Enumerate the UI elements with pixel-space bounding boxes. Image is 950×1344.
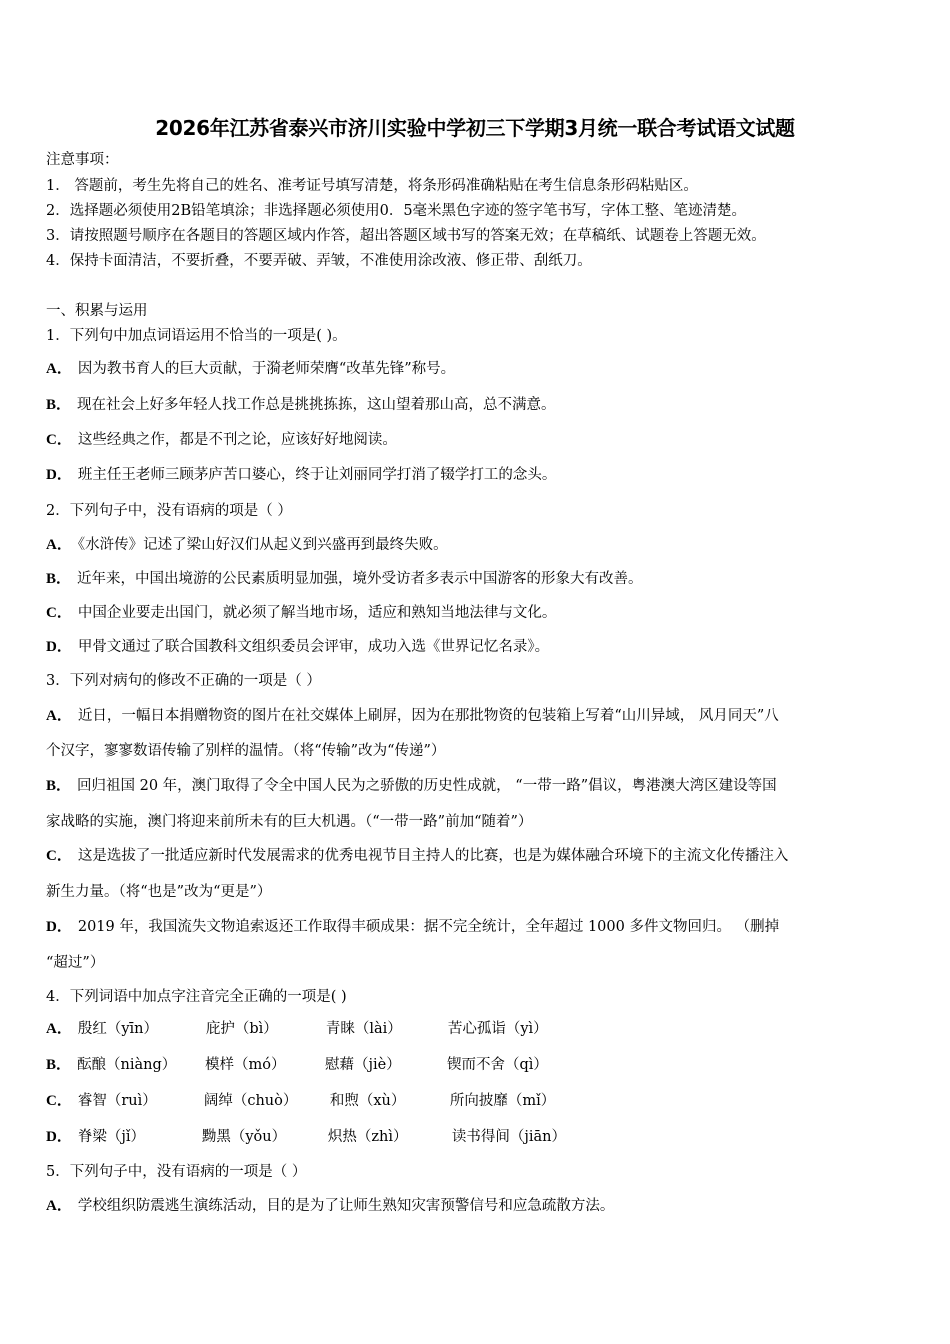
question-4-option-d: D． 脊梁（jǐ） 黝黑（yǒu） 炽热（zhì） 读书得间（jiān） — [46, 1129, 566, 1145]
notice-item: 3．请按照题号顺序在各题目的答题区域内作答，超出答题区域书写的答案无效；在草稿纸、试题卷上答题无效。 — [46, 228, 766, 244]
question-1-option-b: B． 现在社会上好多年轻人找工作总是挑挑拣拣，这山望着那山高，总不满意。 — [46, 397, 556, 413]
question-1-option-c: C． 这些经典之作，都是不刊之论，应该好好地阅读。 — [46, 432, 397, 448]
question-4-option-c: C． 睿智（ruì） 阔绰（chuò） 和煦（xù） 所向披靡（mǐ） — [46, 1093, 556, 1109]
question-3-option-a-cont: 个汉字，寥寥数语传输了别样的温情。（将“传输”改为“传递”） — [46, 743, 446, 759]
question-3-stem: 3．下列对病句的修改不正确的一项是（ ） — [46, 673, 321, 689]
question-1-option-d: D． 班主任王老师三顾茅庐苦口婆心，终于让刘丽同学打消了辍学打工的念头。 — [46, 467, 557, 483]
notice-heading: 注意事项： — [46, 152, 119, 168]
question-3-option-d: D． 2019 年，我国流失文物追索返还工作取得丰硕成果：据不完全统计，全年超过 1000 多件文物回归。 （删掉 — [46, 919, 780, 935]
question-4-option-a: A． 殷红（yīn） 庇护（bì） 青睐（lài） 苦心孤诣（yì） — [46, 1021, 548, 1037]
question-2-option-b: B． 近年来，中国出境游的公民素质明显加强，境外受访者多表示中国游客的形象大有改善。 — [46, 571, 643, 587]
question-3-option-c-cont: 新生力量。（将“也是”改为“更是”） — [46, 884, 272, 900]
page-title: 2026年江苏省泰兴市济川实验中学初三下学期3月统一联合考试语文试题 — [155, 116, 795, 140]
notice-item: 2．选择题必须使用2B铅笔填涂；非选择题必须使用0．5毫米黑色字迹的签字笔书写，字体工整、笔迹清楚。 — [46, 203, 747, 219]
question-3-option-a: A． 近日，一幅日本捐赠物资的图片在社交媒体上刷屏，因为在那批物资的包装箱上写着“山川异域， 风月同天”八 — [46, 708, 779, 724]
question-2-stem: 2．下列句子中，没有语病的项是（ ） — [46, 503, 292, 519]
notice-item: 4．保持卡面清洁，不要折叠，不要弄破、弄皱，不准使用涂改液、修正带、刮纸刀。 — [46, 253, 592, 269]
question-2-option-c: C． 中国企业要走出国门，就必须了解当地市场，适应和熟知当地法律与文化。 — [46, 605, 557, 621]
question-2-option-d: D． 甲骨文通过了联合国教科文组织委员会评审，成功入选《世界记忆名录》。 — [46, 639, 550, 655]
question-4-option-b: B． 酝酿（niàng） 模样（mó） 慰藉（jiè） 锲而不舍（qì） — [46, 1057, 548, 1073]
question-2-option-a: A． 《水浒传》记述了梁山好汉们从起义到兴盛再到最终失败。 — [46, 537, 448, 553]
question-3-option-d-cont: “超过”） — [46, 955, 105, 971]
section-heading: 一、积累与运用 — [46, 303, 148, 319]
question-3-option-c: C． 这是选拔了一批适应新时代发展需求的优秀电视节目主持人的比赛，也是为媒体融合环境下的主流文化传播注入 — [46, 848, 789, 864]
question-5-option-a: A． 学校组织防震逃生演练活动，目的是为了让师生熟知灾害预警信号和应急疏散方法。 — [46, 1198, 615, 1214]
notice-item: 1． 答题前，考生先将自己的姓名、准考证号填写清楚，将条形码准确粘贴在考生信息条形码粘贴区。 — [46, 178, 698, 194]
question-1-option-a: A． 因为教书育人的巨大贡献，于漪老师荣膺“改革先锋”称号。 — [46, 361, 456, 377]
question-1-stem: 1．下列句中加点词语运用不恰当的一项是( )。 — [46, 328, 347, 344]
question-3-option-b: B． 回归祖国 20 年，澳门取得了令全中国人民为之骄傲的历史性成就， “一带一路”倡议，粤港澳大湾区建设等国 — [46, 778, 777, 794]
question-4-stem: 4．下列词语中加点字注音完全正确的一项是( ) — [46, 989, 347, 1005]
question-3-option-b-cont: 家战略的实施，澳门将迎来前所未有的巨大机遇。（“一带一路”前加“随着”） — [46, 814, 533, 830]
question-5-stem: 5．下列句子中，没有语病的一项是（ ） — [46, 1164, 307, 1180]
